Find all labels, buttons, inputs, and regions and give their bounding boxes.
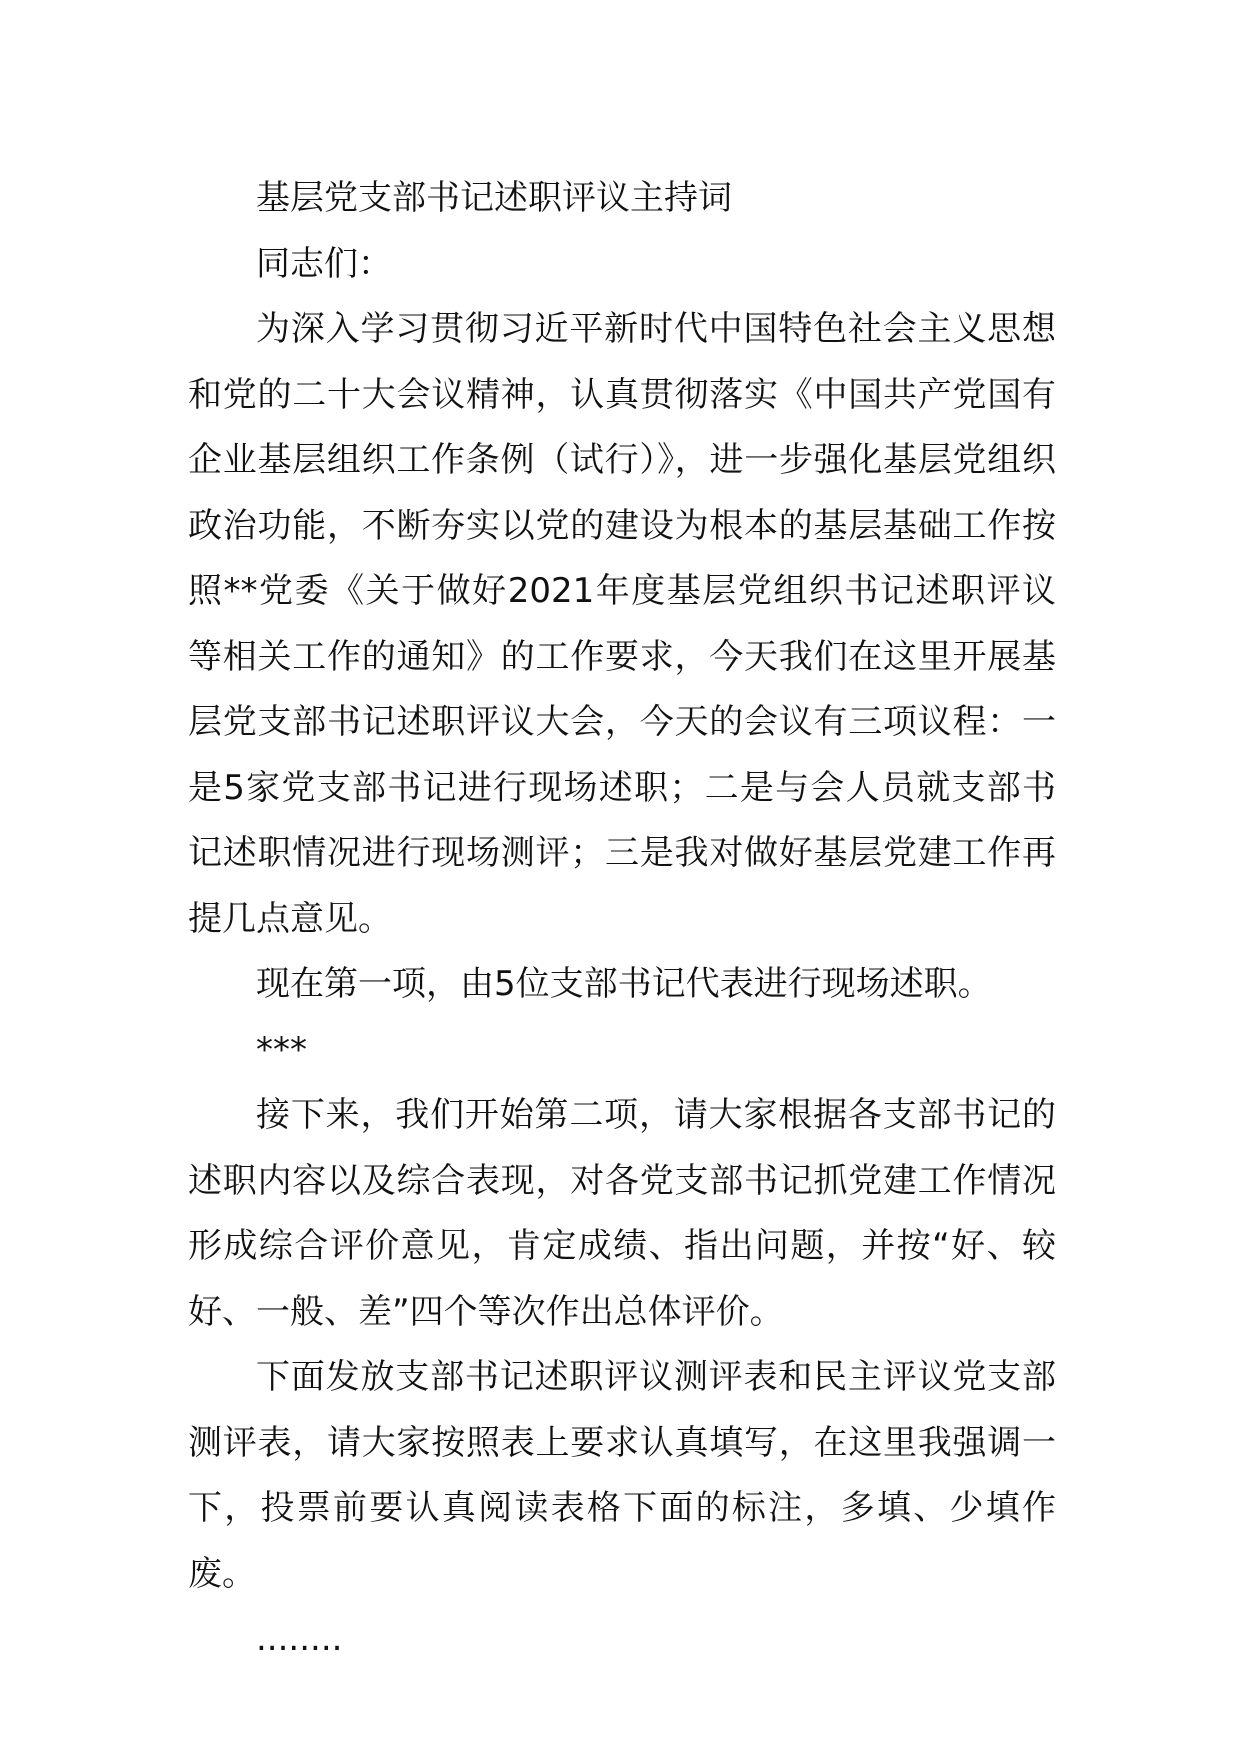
paragraph-ballot-instructions: 下面发放支部书记述职评议测评表和民主评议党支部测评表，请大家按照表上要求认真填写，在这里我强调一下，投票前要认真阅读表格下面的标注，多填、少填作废。 [188,1357,1056,1594]
salutation: 同志们： [256,243,392,284]
paragraph-placeholder: *** [256,1029,307,1070]
document-title: 基层党支部书记述职评议主持词 [256,178,732,218]
paragraph-item-one: 现在第一项，由5位支部书记代表进行现场述职。 [256,964,992,1004]
document-body [188,166,1056,1673]
paragraph-intro: 为深入学习贯彻习近平新时代中国特色社会主义思想和党的二十大会议精神，认真贯彻落实《中国共产党国有企业基层组织工作条例（试行）》，进一步强化基层党组织政治功能，不断夯实以党的建设为根本的基层基础工作按照**党委《关于做好2021年度基层党组织书记述职评议等相关工作的通知》的工作要求，今天我们在这里开展基层党支部书记述职评议大会，今天的会议有三项议程：一是5家党支部书记进行现场述职；二是与会人员就支部书记述职情况进行现场测评；三是我对做好基层党建工作再提几点意见。 [188,309,1056,939]
paragraph-ellipsis: ........ [256,1619,343,1659]
paragraph-item-two: 接下来，我们开始第二项，请大家根据各支部书记的述职内容以及综合表现，对各党支部书记抓党建工作情况形成综合评价意见，肯定成绩、指出问题，并按“好、较好、一般、差”四个等次作出总体评价。 [188,1095,1056,1332]
